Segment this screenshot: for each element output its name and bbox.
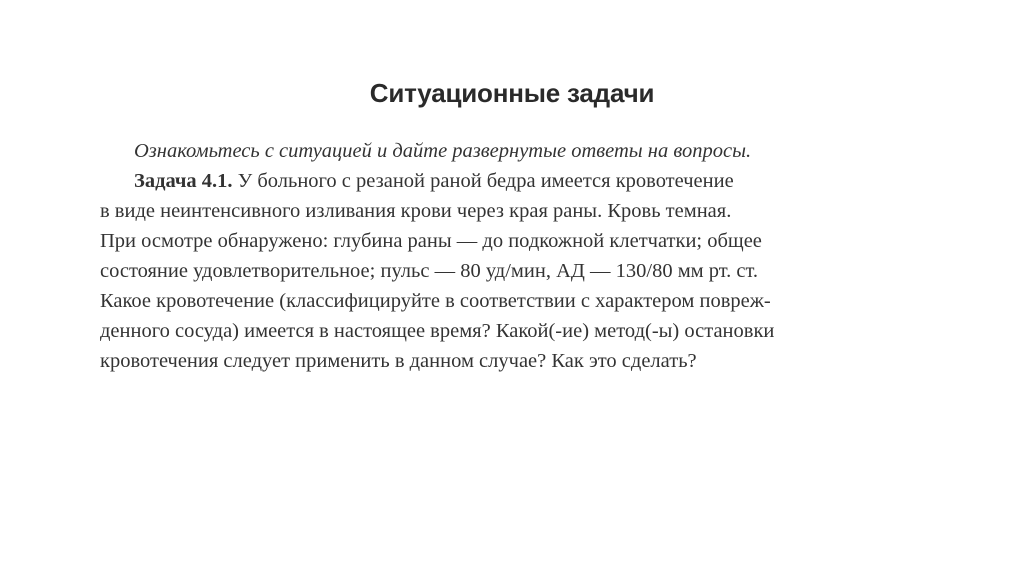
intro-text: Ознакомьтесь с ситуацией и дайте развернутые ответы на вопросы. bbox=[134, 140, 752, 162]
task-line-6: кровотечения следует применить в данном случае? Как это сделать? bbox=[100, 350, 697, 372]
task-line-5: денного сосуда) имеется в настоящее время? Какой(-ие) метод(-ы) остановки bbox=[100, 320, 775, 342]
task-first-line bbox=[100, 166, 960, 196]
task-line-4: Какое кровотечение (классифицируйте в соответствии с характером повреж- bbox=[100, 290, 771, 312]
task-text-block bbox=[100, 136, 960, 376]
task-line-1: в виде неинтенсивного изливания крови через края раны. Кровь темная. bbox=[100, 200, 732, 222]
page-title: Ситуационные задачи bbox=[369, 78, 655, 108]
task-line-3: состояние удовлетворительное; пульс — 80 уд/мин, АД — 130/80 мм рт. ст. bbox=[100, 260, 759, 282]
task-line-2: При осмотре обнаружено: глубина раны — до подкожной клетчатки; общее bbox=[100, 230, 762, 252]
task-line-0: У больного с резаной раной бедра имеется кровотечение bbox=[237, 170, 734, 192]
task-label: Задача 4.1. bbox=[134, 170, 233, 192]
